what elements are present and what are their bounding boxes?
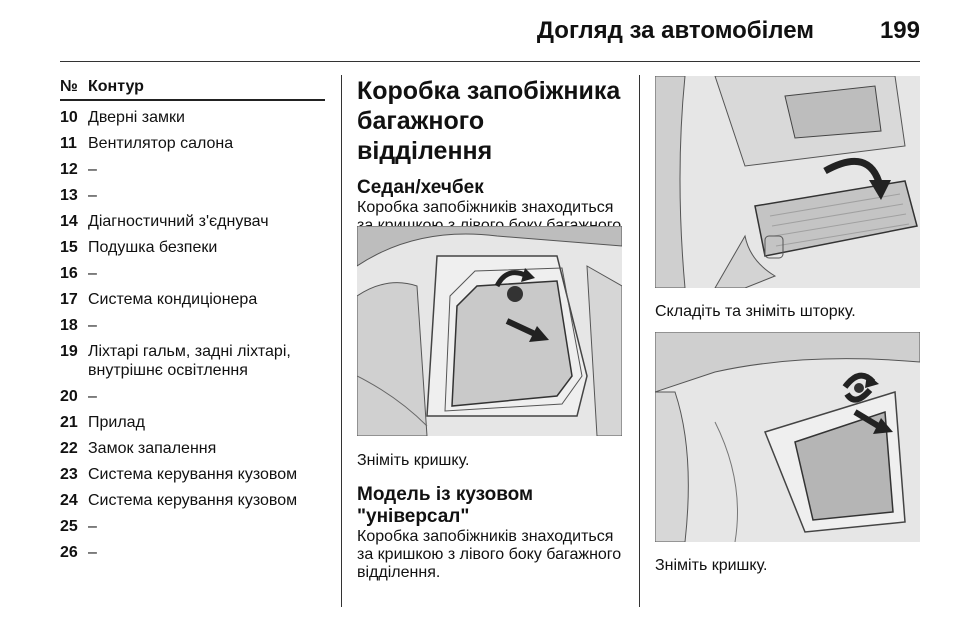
table-row [60,134,325,153]
table-row [60,517,325,536]
row-number: 22 [60,440,78,457]
row-number: 25 [60,518,78,535]
row-circuit: Дверні замки [88,109,185,126]
column-divider-left [341,75,342,607]
illustration-sedan-svg [357,226,622,436]
illustration-wagon-svg [655,332,920,542]
table-header [60,78,325,98]
page-title: Догляд за автомобілем [536,17,814,44]
row-number: 24 [60,492,78,509]
row-number: 18 [60,317,78,334]
row-circuit: Ліхтарі гальм, задні ліхтарі, внутрішнє освітлення [88,343,291,379]
table-row [60,387,325,406]
row-number: 13 [60,187,78,204]
row-circuit: – [88,187,97,204]
column-divider-right [639,75,640,607]
row-circuit: – [88,317,97,334]
paragraph-sedan: Коробка запобіжників знаходиться [357,199,614,216]
row-number: 11 [60,135,77,152]
table-row [60,465,325,484]
table-row [60,439,325,458]
row-number: 14 [60,213,78,230]
fuse-table [60,78,325,562]
column-header-number: № [60,78,78,95]
illustration-sedan-cover [357,226,622,436]
header-divider [60,61,920,62]
table-row [60,413,325,432]
row-circuit: – [88,161,97,178]
subheading-wagon: Модель із кузовом "універсал" [357,484,534,527]
row-number: 10 [60,109,78,126]
row-number: 16 [60,265,78,282]
illustration-fold-shade [655,76,920,288]
caption-fold-remove-shade: Складіть та зніміть шторку. [655,303,856,320]
subheading-sedan-hatchback: Седан/хечбек [357,177,484,198]
table-row [60,264,325,283]
row-number: 17 [60,291,78,308]
table-row [60,238,325,257]
row-number: 21 [60,414,78,431]
caption-remove-cover-sedan: Зніміть кришку. [357,452,470,469]
wagon-section [357,484,625,582]
paragraph-wagon: Коробка запобіжників знаходиться за кришкою з лівого боку багажного відділення. [357,528,622,581]
row-circuit: – [88,544,97,561]
row-circuit: Прилад [88,414,145,431]
table-row [60,543,325,562]
row-number: 26 [60,544,78,561]
row-number: 12 [60,161,78,178]
illustration-fold-shade-svg [655,76,920,288]
illustration-wagon-cover [655,332,920,542]
column-header-circuit: Контур [88,78,144,95]
row-number: 23 [60,466,78,483]
row-number: 20 [60,388,78,405]
row-circuit: – [88,265,97,282]
table-row [60,491,325,510]
row-circuit: Система кондиціонера [88,291,258,308]
caption-remove-cover-wagon: Зніміть кришку. [655,557,768,574]
row-number: 19 [60,343,78,360]
table-row [60,186,325,205]
row-circuit: Замок запалення [88,440,217,457]
page-number: 199 [879,17,920,44]
table-row [60,316,325,335]
row-number: 15 [60,239,78,256]
table-header-rule [60,99,325,101]
table-row [60,342,325,380]
table-row [60,290,325,309]
table-row [60,160,325,179]
row-circuit: Вентилятор салона [88,135,234,152]
table-row [60,212,325,231]
table-body [60,108,325,562]
section-heading: Коробка запобіжника багажного відділення [357,77,621,165]
page-header [60,0,920,62]
table-row [60,108,325,127]
row-circuit: – [88,388,97,405]
row-circuit: – [88,518,97,535]
row-circuit: Діагностичний з'єднувач [88,213,269,230]
row-circuit: Подушка безпеки [88,239,218,256]
row-circuit: Система керування кузовом [88,492,298,509]
row-circuit: Система керування кузовом [88,466,298,483]
